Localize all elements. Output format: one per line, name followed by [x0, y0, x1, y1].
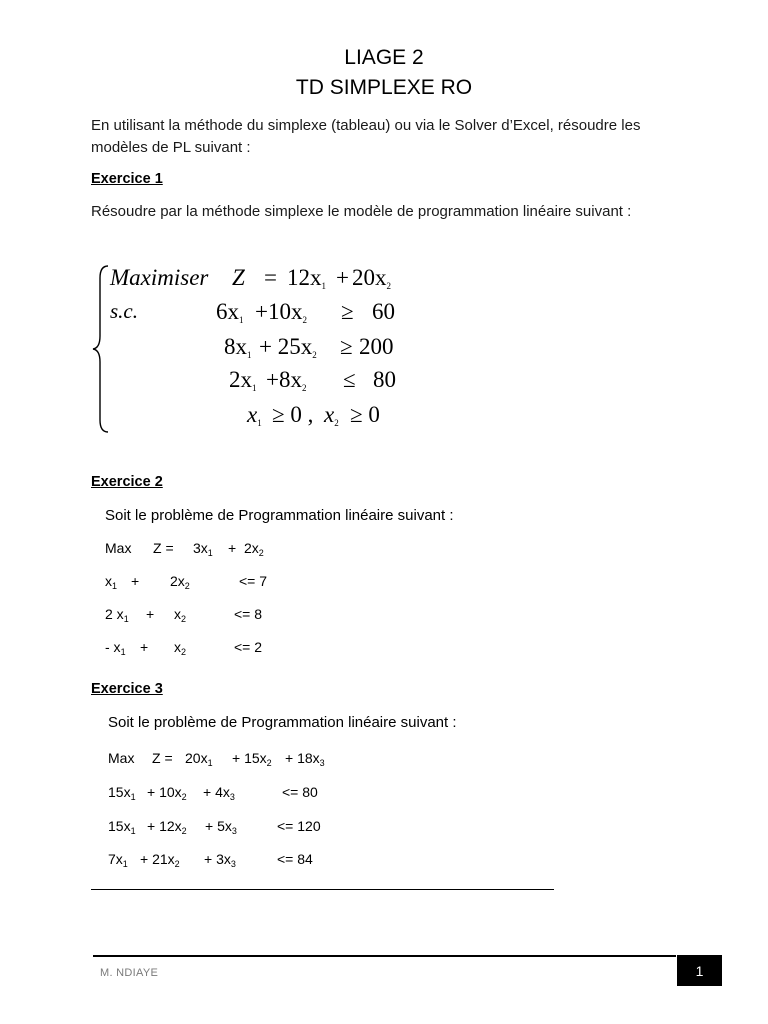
c1-operator: ≥	[341, 299, 354, 324]
footer-rule	[93, 955, 676, 957]
sc-label: s.c.	[110, 299, 138, 323]
ex3-row-2-relation: <= 120	[277, 818, 321, 834]
c1-term-2: $+10x_2$	[255, 299, 307, 325]
ex2-row-3-relation: <= 2	[234, 639, 263, 655]
footer-author: M. NDIAYE	[100, 967, 159, 979]
title-line-2: TD SIMPLEXE RO	[295, 76, 473, 99]
c2-term-2: + $25x_2$	[259, 334, 317, 360]
section-divider	[91, 889, 554, 890]
exercise-3-title: Exercice 3	[91, 681, 163, 697]
c2-operator: ≥	[340, 334, 353, 359]
ex3-row-3-relation: <= 84	[277, 851, 313, 867]
ex3-objective-term-3: + $18x_3$	[285, 750, 325, 768]
ex3-row-2-term-1: $15x_1$	[108, 818, 136, 836]
c1-rhs: 60	[372, 299, 395, 324]
page-number: 1	[695, 962, 704, 979]
c1-term-1: $6x_1$	[216, 299, 244, 325]
ex2-objective-label: Max	[105, 540, 132, 556]
exercise-1-text: Résoudre par la méthode simplexe le modèle de programmation linéaire suivant :	[91, 203, 632, 220]
ex3-row-1-relation: <= 80	[282, 784, 318, 800]
objective-term-1: $12x_1$	[287, 265, 326, 291]
ex2-row-1-term-1: $x_1$	[105, 573, 118, 591]
ex3-row-1-term-2: + $10x_2$	[147, 784, 187, 802]
ex2-objective-plus: +	[228, 540, 237, 556]
ex3-row-3-term-3: + $3x_3$	[204, 851, 236, 869]
exercise-2-title: Exercice 2	[91, 474, 163, 490]
ex3-objective-term-1: $20x_1$	[185, 750, 213, 768]
c3-operator: ≤	[343, 367, 356, 392]
ex3-objective-label: Max	[108, 750, 135, 766]
c2-rhs: 200	[359, 334, 394, 359]
ex2-row-3-term-1: - $x_1$	[105, 639, 126, 657]
exercise-3-heading: Soit le problème de Programmation linéaire suivant :	[108, 714, 457, 731]
ex3-row-1-term-1: $15x_1$	[108, 784, 136, 802]
objective-term-2: $20x_2$	[352, 265, 391, 291]
ex2-row-1-term-2: $2x_2$	[170, 573, 190, 591]
ex2-objective-z: Z =	[153, 540, 174, 556]
ex2-row-1-relation: <= 7	[239, 573, 268, 589]
c2-term-1: $8x_1$	[224, 334, 252, 360]
nn-x1: $x_1$	[247, 402, 262, 428]
c3-rhs: 80	[373, 367, 396, 392]
ex3-row-1-term-3: + $4x_3$	[203, 784, 235, 802]
maximiser-label: Maximiser	[110, 265, 209, 290]
ex3-row-3-term-1: $7x_1$	[108, 851, 128, 869]
ex2-row-3-plus: +	[140, 639, 149, 655]
ex2-row-3-term-2: $x_2$	[174, 639, 187, 657]
title-line-1: LIAGE 2	[344, 46, 424, 69]
ex2-objective-term-2: $2x_2$	[244, 540, 264, 558]
ex3-row-2-term-2: + $12x_2$	[147, 818, 187, 836]
ex3-objective-z: Z =	[152, 750, 173, 766]
ex2-row-2-term-2: $x_2$	[174, 606, 187, 624]
objective-z: Z	[232, 265, 245, 290]
ex2-row-2-term-1: 2 $x_1$	[105, 606, 129, 624]
exercise-2-heading: Soit le problème de Programmation linéaire suivant :	[105, 507, 454, 524]
ex2-row-2-relation: <= 8	[234, 606, 263, 622]
ex2-objective-term-1: $3x_1$	[193, 540, 213, 558]
ex2-row-1-plus: +	[131, 573, 140, 589]
nn-geq-2: ≥ 0	[350, 402, 380, 427]
exercise-1-title: Exercice 1	[91, 171, 163, 187]
intro-paragraph: En utilisant la méthode du simplexe (tableau) ou via le Solver d’Excel, résoudre les modèles de PL suivant :	[91, 117, 641, 156]
c3-term-1: $2x_1$	[229, 367, 257, 393]
nn-geq-1: ≥ 0 ,	[272, 402, 314, 427]
objective-equals: =	[264, 265, 277, 290]
objective-plus: +	[336, 265, 349, 290]
page-number-box	[677, 955, 722, 986]
ex3-objective-term-2: + $15x_2$	[232, 750, 272, 768]
ex3-row-2-term-3: + $5x_3$	[205, 818, 237, 836]
ex2-row-2-plus: +	[146, 606, 155, 622]
ex3-row-3-term-2: + $21x_2$	[140, 851, 180, 869]
c3-term-2: $+8x_2$	[266, 367, 307, 393]
nn-x2: $x_2$	[324, 402, 339, 428]
